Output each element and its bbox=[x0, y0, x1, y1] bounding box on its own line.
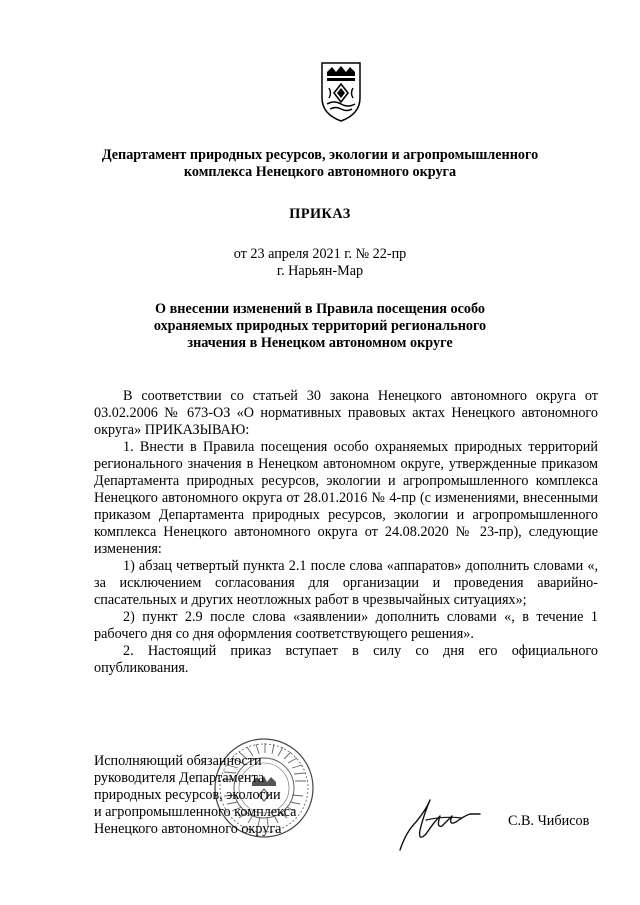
department-line-1: Департамент природных ресурсов, экологии и агропромышленного bbox=[101, 147, 539, 163]
subject-line-1: О внесении изменений в Правила посещения особо bbox=[155, 301, 485, 317]
subitem-2-paragraph: 2) пункт 2.9 после слова «заявлении» дополнить словами «, в течение 1 рабочего дня со дня оформления соответствующего решения». bbox=[94, 609, 598, 642]
item-2-paragraph: 2. Настоящий приказ вступает в силу со дня его официального опубликования. bbox=[94, 643, 598, 676]
order-date-number: от 23 апреля 2021 г. № 22-пр bbox=[233, 246, 407, 262]
handwritten-signature-icon bbox=[396, 792, 486, 856]
preamble-paragraph: В соответствии со статьей 30 закона Ненецкого автономного округа от 03.02.2006 № 673-ОЗ «О нормативных правовых актах Ненецкого автономного округа» ПРИКАЗЫВАЮ: bbox=[94, 388, 598, 438]
order-subject bbox=[60, 301, 580, 352]
signer-name: С.В. Чибисов bbox=[508, 813, 590, 829]
department-line-2: комплекса Ненецкого автономного округа bbox=[183, 164, 457, 180]
order-body bbox=[94, 388, 598, 677]
department-title bbox=[60, 147, 580, 181]
signatory-line-4: и агропромышленного комплекса bbox=[94, 804, 297, 820]
signatory-line-1: Исполняющий обязанности bbox=[94, 753, 262, 769]
document-type: ПРИКАЗ bbox=[289, 206, 351, 222]
item-1-paragraph: 1. Внести в Правила посещения особо охраняемых природных территорий регионального значения в Ненецком автономном округе, утвержденные приказом Департамента природных ресурсов, экологии и агропромышленного комплекса Ненецкого автономного округа от 28.01.2016 № 4-пр (с изменениями, внесенными приказом Департамента природных ресурсов, экологии и агропромышленного комплекса Ненецкого автономного округа от 24.08.2020 № 23-пр), следующие изменения: bbox=[94, 439, 598, 557]
subject-line-3: значения в Ненецком автономном округе bbox=[187, 335, 453, 351]
nao-coat-of-arms-icon bbox=[319, 60, 363, 124]
signatory-position bbox=[94, 753, 354, 838]
order-city: г. Нарьян-Мар bbox=[276, 263, 364, 279]
signatory-line-3: природных ресурсов, экологии bbox=[94, 787, 281, 803]
subject-line-2: охраняемых природных территорий регионального bbox=[153, 318, 487, 334]
signatory-line-2: руководителя Департамента bbox=[94, 770, 265, 786]
subitem-1-paragraph: 1) абзац четвертый пункта 2.1 после слова «аппаратов» дополнить словами «, за исключением согласования для организации и проведения аварийно-спасательных и других неотложных работ в чрезвычайных ситуациях»; bbox=[94, 558, 598, 608]
signatory-line-5: Ненецкого автономного округа bbox=[94, 821, 282, 837]
